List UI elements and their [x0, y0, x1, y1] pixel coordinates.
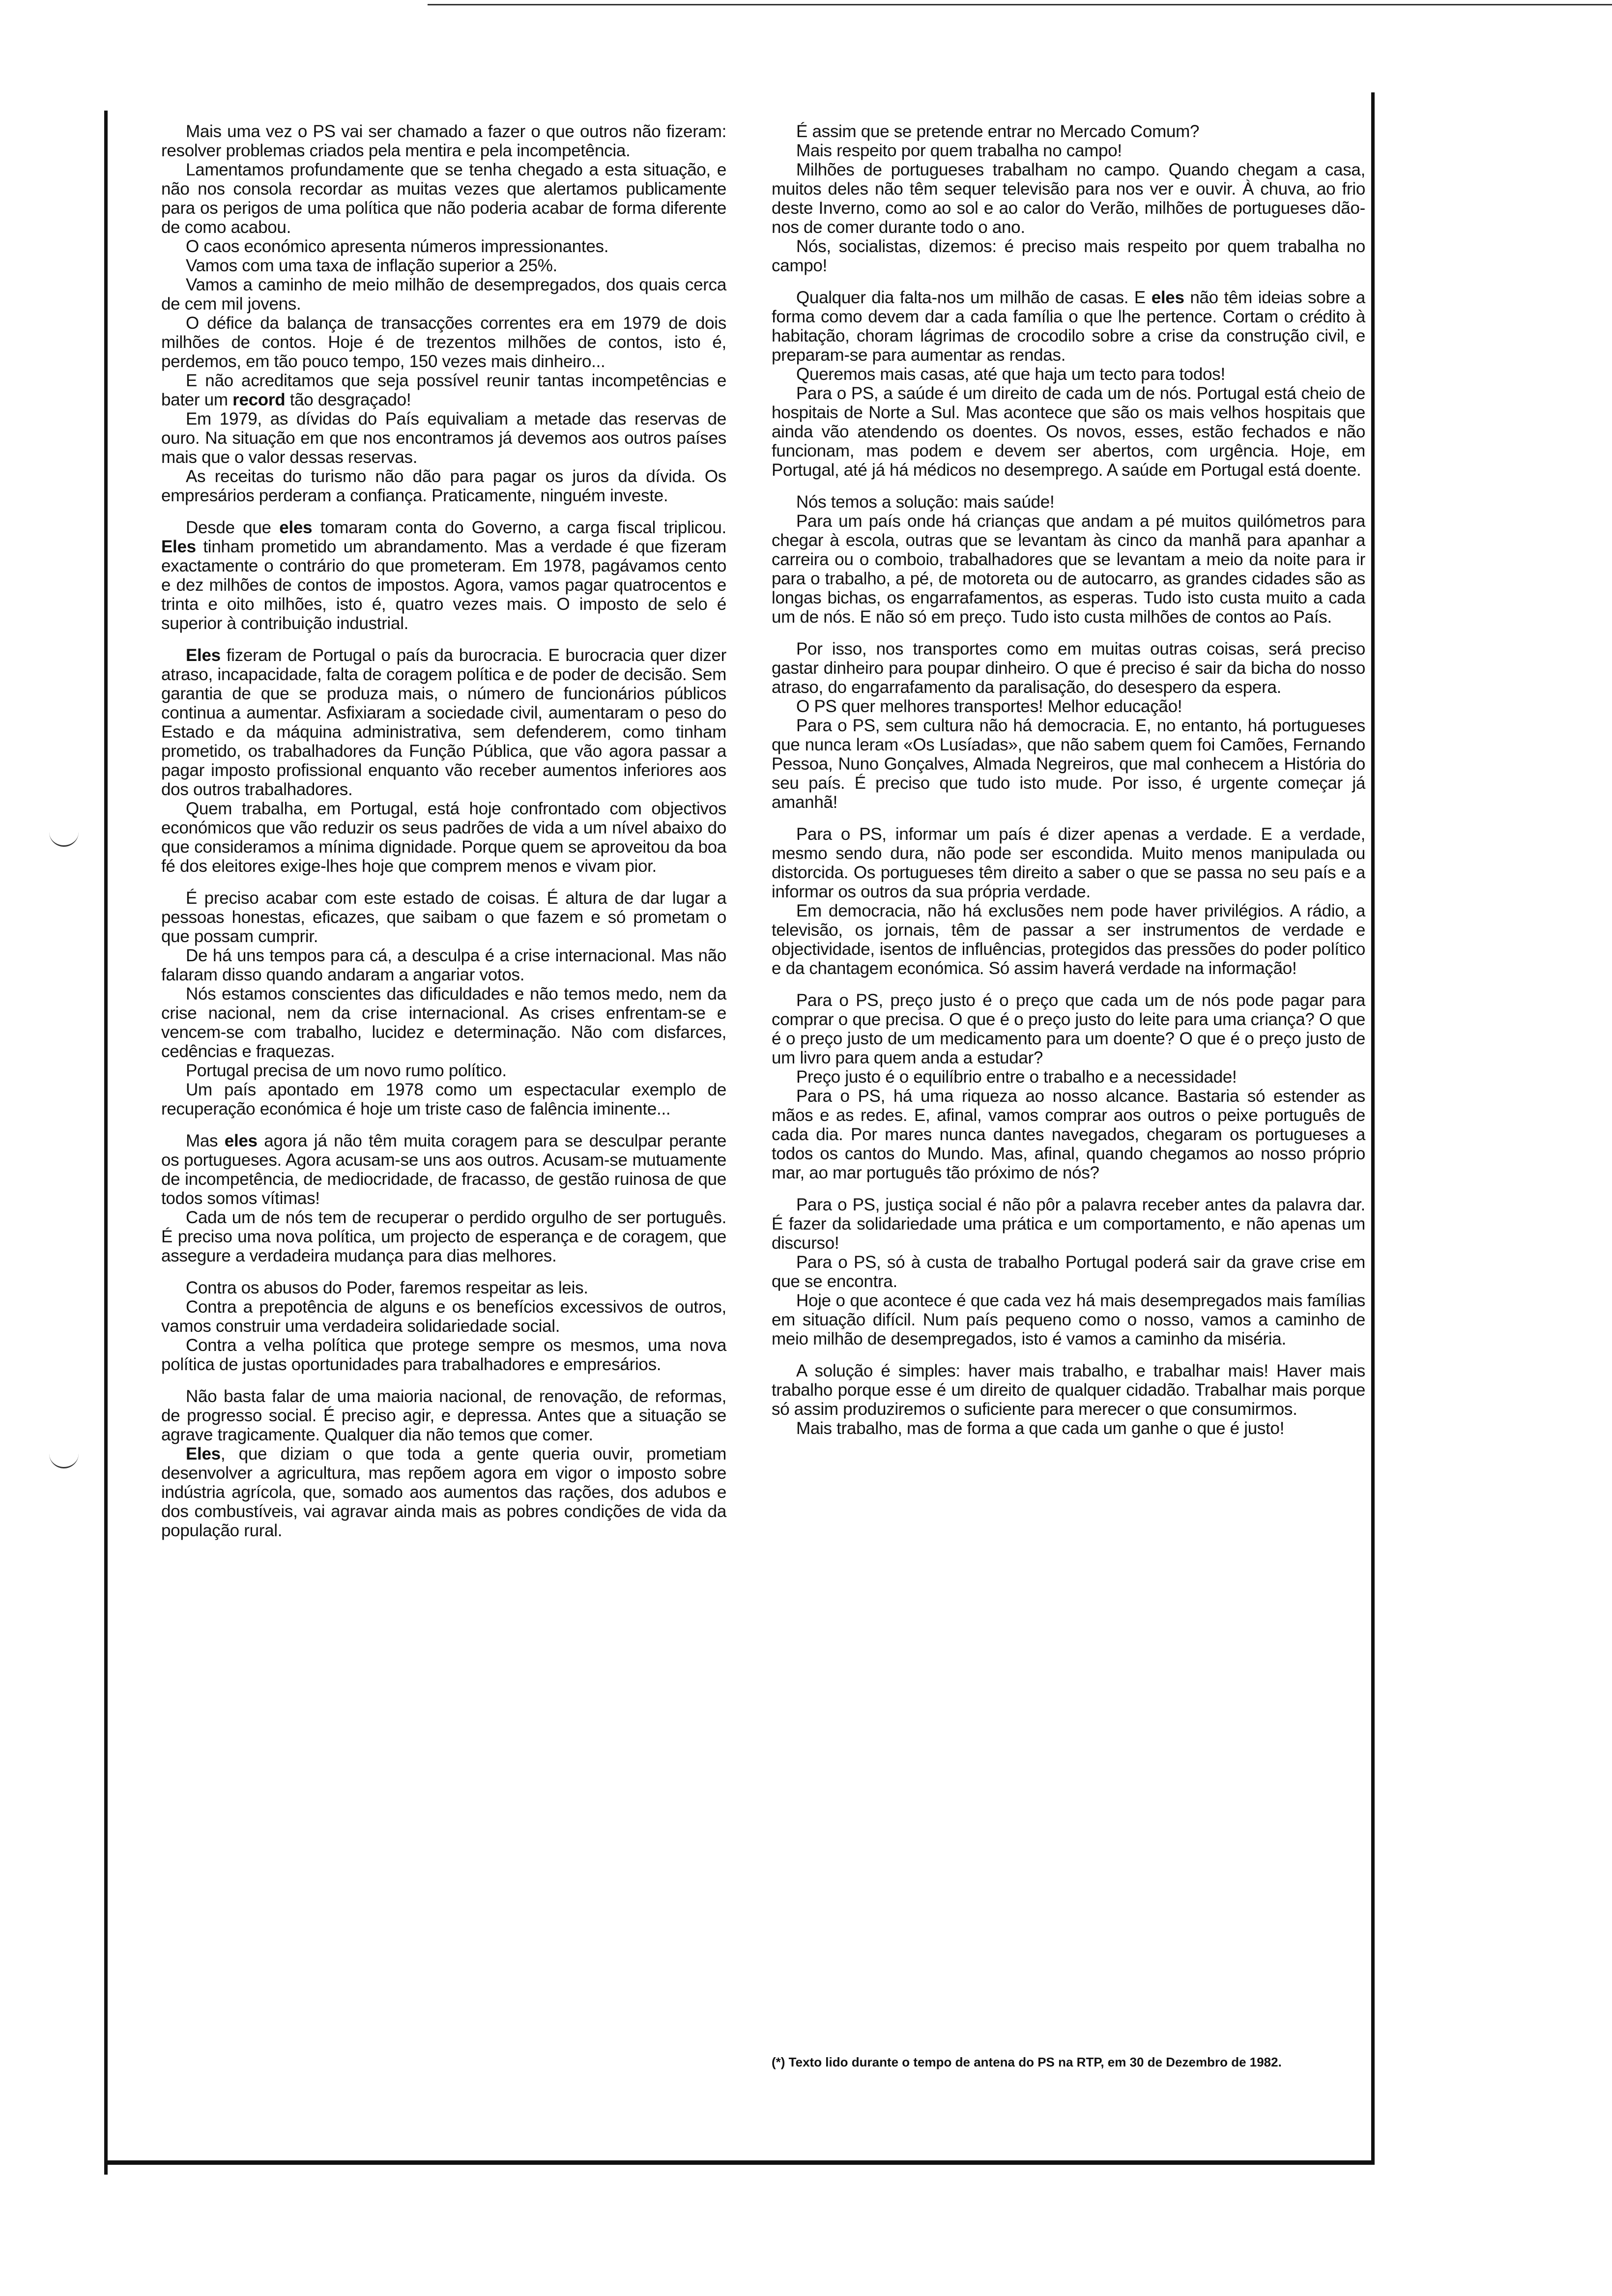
paragraph — [161, 1444, 726, 1540]
paragraph — [772, 1067, 1365, 1087]
paragraph — [161, 1336, 726, 1374]
paragraph — [161, 1297, 726, 1336]
paragraph — [161, 1278, 726, 1297]
paragraph-text: Hoje o que acontece é que cada vez há mais desempregados mais famílias em situação difícil. Num país pequeno como o nosso, vamos a caminho de meio milhão de desempregados, isto é vamos a caminho da miséria. — [772, 1291, 1365, 1349]
footnote: (*) Texto lido durante o tempo de antena do PS na RTP, em 30 de Dezembro de 1982. — [772, 2055, 1282, 2069]
paragraph-text: Nós, socialistas, dizemos: é preciso mais respeito por quem trabalha no campo! — [772, 237, 1365, 275]
paragraph — [772, 237, 1365, 275]
paragraph — [161, 1061, 726, 1080]
paragraph-text: Um país apontado em 1978 como um espectacular exemplo de recuperação económica é hoje um triste caso de falência iminente... — [161, 1080, 726, 1119]
paragraph — [772, 160, 1365, 237]
paragraph — [161, 160, 726, 237]
paragraph-text: As receitas do turismo não dão para pagar os juros da dívida. Os empresários perderam a confiança. Praticamente, ninguém investe. — [161, 467, 726, 505]
paragraph-text: Cada um de nós tem de recuperar o perdido orgulho de ser português. É preciso uma nova política, um projecto de esperança e de coragem, que assegure a verdadeira mudança para dias melhores. — [161, 1208, 726, 1265]
paragraph — [161, 1131, 726, 1208]
right-column — [772, 122, 1365, 1438]
paragraph — [772, 288, 1365, 365]
paragraph — [161, 237, 726, 256]
paragraph — [772, 1195, 1365, 1253]
paragraph-text: Contra a prepotência de alguns e os benefícios excessivos de outros, vamos construir uma verdadeira solidariedade social. — [161, 1297, 726, 1336]
paragraph-text: Mais trabalho, mas de forma a que cada um ganhe o que é justo! — [796, 1419, 1285, 1438]
paragraph — [161, 518, 726, 633]
emphasized-word: eles — [224, 1131, 258, 1150]
paragraph — [161, 646, 726, 799]
paragraph — [161, 799, 726, 876]
paragraph-text: Vamos com uma taxa de inflação superior a 25%. — [186, 256, 557, 275]
binding-hole-mark — [49, 1452, 79, 1468]
paragraph — [772, 1361, 1365, 1419]
paragraph-text: É preciso acabar com este estado de coisas. É altura de dar lugar a pessoas honestas, eficazes, que saibam o que fazem e só prometam o que possam cumprir. — [161, 889, 726, 946]
paragraph-text: não têm ideias sobre a forma como devem dar a cada família o que lhe pertence. Cortam o crédito à habitação, choram lágrimas de crocodilo sobre a crise da construção civil, e preparam-se para aumentar as rendas. — [772, 288, 1365, 365]
paragraph-text: Preço justo é o equilíbrio entre o trabalho e a necessidade! — [796, 1067, 1237, 1087]
emphasized-word: Eles — [186, 646, 221, 665]
paragraph-text: Por isso, nos transportes como em muitas outras coisas, será preciso gastar dinheiro para poupar dinheiro. O que é preciso é sair da bicha do nosso atraso, do engarrafamento da paralisação, do desespero da espera. — [772, 639, 1365, 697]
paragraph — [772, 1419, 1365, 1438]
paragraph — [161, 256, 726, 275]
emphasized-word: eles — [1151, 288, 1184, 307]
paragraph-text: tão desgraçado! — [285, 390, 411, 409]
paragraph — [772, 141, 1365, 160]
paragraph-text: Portugal precisa de um novo rumo político. — [186, 1061, 507, 1080]
paragraph-text: E não acreditamos que seja possível reunir tantas incompetências e bater um — [161, 371, 726, 409]
paragraph-text: Nós temos a solução: mais saúde! — [796, 492, 1055, 512]
binding-hole-mark — [49, 831, 79, 847]
paragraph-text: Em 1979, as dívidas do País equivaliam a metade das reservas de ouro. Na situação em que nos encontramos já devemos aos outros países mais que o valor dessas reservas. — [161, 409, 726, 467]
paragraph — [161, 467, 726, 505]
paragraph — [772, 991, 1365, 1067]
paragraph — [772, 1291, 1365, 1349]
paragraph-text: Qualquer dia falta-nos um milhão de casas. E — [796, 288, 1151, 307]
paragraph-text: Para o PS, sem cultura não há democracia. E, no entanto, há portugueses que nunca leram «Os Lusíadas», que não sabem quem foi Camões, Fernando Pessoa, Nuno Gonçalves, Almada Negreiros, que mal conhecem a História do seu país. É preciso que tudo isto mude. Por isso, é urgente começar já amanhã! — [772, 716, 1365, 812]
paragraph — [161, 1080, 726, 1119]
paragraph-text: Não basta falar de uma maioria nacional, de renovação, de reformas, de progresso social. É preciso agir, e depressa. Antes que a situação se agrave tragicamente. Qualquer dia não temos que comer. — [161, 1387, 726, 1444]
paragraph — [161, 946, 726, 984]
paragraph-text: Em democracia, não há exclusões nem pode haver privilégios. A rádio, a televisão, os jornais, têm de passar a ser instrumentos de verdade e objectividade, isentos de influências, protegidos das pressões do poder político e da chantagem económica. Só assim haverá verdade na informação! — [772, 901, 1365, 978]
paragraph-text: Vamos a caminho de meio milhão de desempregados, dos quais cerca de cem mil jovens. — [161, 275, 726, 314]
paragraph — [772, 122, 1365, 141]
paragraph — [161, 1387, 726, 1444]
paragraph-text: O caos económico apresenta números impressionantes. — [186, 237, 609, 256]
paragraph — [772, 825, 1365, 901]
paragraph-text: Nós estamos conscientes das dificuldades e não temos medo, nem da crise nacional, nem da crise internacional. As crises enfrentam-se e vencem-se com trabalho, lucidez e determinação. Não com disfarces, cedências e fraquezas. — [161, 984, 726, 1061]
emphasized-word: Eles — [161, 537, 196, 556]
paragraph-text: Para um país onde há crianças que andam a pé muitos quilómetros para chegar à escola, outras que se levantam às cinco da manhã para apanhar a carreira ou o comboio, trabalhadores que se levantam a meio da noite para ir para o trabalho, a pé, de motoreta ou de autocarro, as grandes cidades são as longas bichas, os engarrafamentos, as esperas. Tudo isto custa muito a cada um de nós. E não só em preço. Tudo isto custa milhões de contos ao País. — [772, 512, 1365, 627]
paragraph — [772, 716, 1365, 812]
paragraph-text: Para o PS, justiça social é não pôr a palavra receber antes da palavra dar. É fazer da solidariedade uma prática e um comportamento, e não apenas um discurso! — [772, 1195, 1365, 1253]
paragraph — [772, 365, 1365, 384]
emphasized-word: Eles — [186, 1444, 221, 1464]
paragraph-text: Mais respeito por quem trabalha no campo! — [796, 141, 1122, 160]
paragraph — [772, 639, 1365, 697]
paragraph-text: tinham prometido um abrandamento. Mas a verdade é que fizeram exactamente o contrário do que prometeram. Em 1978, pagávamos cento e dez milhões de contos de impostos. Agora, vamos pagar quatrocentos e trinta e oito milhões, isto é, quatro vezes mais. O imposto de selo é superior à contribuição industrial. — [161, 537, 726, 633]
paragraph-text: Para o PS, informar um país é dizer apenas a verdade. E a verdade, mesmo sendo dura, não pode ser escondida. Muito menos manipulada ou distorcida. Os portugueses têm direito a saber o que se passa no seu país e a informar os outros da sua própria verdade. — [772, 825, 1365, 901]
paragraph — [161, 409, 726, 467]
paragraph-text: Para o PS, a saúde é um direito de cada um de nós. Portugal está cheio de hospitais de Norte a Sul. Mas acontece que são os mais velhos hospitais que ainda vão atendendo os doentes. Os novos, esses, estão fechados e não funcionam, mas podem e devem ser abertos, com urgência. Hoje, em Portugal, até já há médicos no desemprego. A saúde em Portugal está doente. — [772, 384, 1365, 480]
paragraph — [161, 889, 726, 946]
paragraph-text: Contra os abusos do Poder, faremos respeitar as leis. — [186, 1278, 588, 1297]
emphasized-word: eles — [279, 518, 313, 537]
paragraph-text: O défice da balança de transacções correntes era em 1979 de dois milhões de contos. Hoje é de trezentos milhões de contos, isto é, perdemos, em tão pouco tempo, 150 vezes mais dinheiro... — [161, 314, 726, 371]
paragraph-text: A solução é simples: haver mais trabalho, e trabalhar mais! Haver mais trabalho porque esse é um direito de qualquer cidadão. Trabalhar mais porque só assim produziremos o suficiente para merecer o que consumirmos. — [772, 1361, 1365, 1419]
paragraph-text: É assim que se pretende entrar no Mercado Comum? — [796, 122, 1200, 141]
frame-right-border — [1371, 92, 1375, 2164]
paragraph — [161, 371, 726, 409]
paragraph-text: Contra a velha política que protege sempre os mesmos, uma nova política de justas oportunidades para trabalhadores e empresários. — [161, 1336, 726, 1374]
paragraph-text: Quem trabalha, em Portugal, está hoje confrontado com objectivos económicos que vão reduzir os seus padrões de vida a um nível abaixo do que consideramos a mínima dignidade. Porque quem se aproveitou da boa fé dos eleitores exige-lhes hoje que comprem menos e vivam pior. — [161, 799, 726, 876]
paragraph-text: Lamentamos profundamente que se tenha chegado a esta situação, e não nos consola recordar as muitas vezes que alertamos publicamente para os perigos de uma política que não poderia acabar de forma diferente de como acabou. — [161, 160, 726, 237]
paragraph-text: O PS quer melhores transportes! Melhor educação! — [796, 697, 1182, 716]
paragraph-text: tomaram conta do Governo, a carga fiscal triplicou. — [312, 518, 726, 537]
top-rule — [428, 4, 1612, 5]
frame-bottom-border — [104, 2160, 1375, 2165]
paragraph-text: Queremos mais casas, até que haja um tecto para todos! — [796, 365, 1225, 384]
paragraph-text: Mais uma vez o PS vai ser chamado a fazer o que outros não fizeram: resolver problemas criados pela mentira e pela incompetência. — [161, 122, 726, 160]
frame-left-border — [104, 111, 108, 2175]
paragraph — [161, 984, 726, 1061]
paragraph-text: Milhões de portugueses trabalham no campo. Quando chegam a casa, muitos deles não têm sequer televisão para nos ver e ouvir. À chuva, ao frio deste Inverno, como ao sol e ao calor do Verão, milhões de portugueses dão-nos de comer durante todo o ano. — [772, 160, 1365, 237]
paragraph — [772, 697, 1365, 716]
paragraph — [772, 901, 1365, 978]
emphasized-word: record — [232, 390, 286, 409]
paragraph — [772, 512, 1365, 627]
paragraph-text: agora já não têm muita coragem para se desculpar perante os portugueses. Agora acusam-se uns aos outros. Acusam-se mutuamente de incompetência, de mediocridade, de fracasso, de gestão ruinosa de que todos somos vítimas! — [161, 1131, 726, 1208]
paragraph — [772, 492, 1365, 512]
paragraph-text: Mas — [186, 1131, 225, 1150]
paragraph-text: Para o PS, há uma riqueza ao nosso alcance. Bastaria só estender as mãos e as redes. E, afinal, vamos comprar aos outros o peixe português de cada dia. Por mares nunca dantes navegados, chegaram os portugueses a todos os cantos do Mundo. Mas, afinal, quando chegamos ao nosso próprio mar, ao mar português tão próximo de nós? — [772, 1087, 1365, 1182]
paragraph-text: Para o PS, só à custa de trabalho Portugal poderá sair da grave crise em que se encontra. — [772, 1253, 1365, 1291]
paragraph — [772, 384, 1365, 480]
paragraph — [161, 314, 726, 371]
paragraph — [161, 122, 726, 160]
paragraph — [161, 275, 726, 314]
paragraph-text: fizeram de Portugal o país da burocracia. E burocracia quer dizer atraso, incapacidade, falta de coragem política e de poder de decisão. Sem garantia de que se produza mais, o número de funcionários públicos continua a aumentar. Asfixiaram a sociedade civil, aumentaram o peso do Estado e da máquina administrativa, sem defenderem, como tinham prometido, os trabalhadores da Função Pública, que vão agora passar a pagar imposto profissional enquanto vão receber aumentos inferiores aos dos outros trabalhadores. — [161, 646, 726, 799]
paragraph-text: Para o PS, preço justo é o preço que cada um de nós pode pagar para comprar o que precisa. O que é o preço justo do leite para uma criança? O que é o preço justo de um medicamento para um doente? O que é o preço justo de um livro para quem anda a estudar? — [772, 991, 1365, 1067]
paragraph-text: De há uns tempos para cá, a desculpa é a crise internacional. Mas não falaram disso quando andaram a angariar votos. — [161, 946, 726, 984]
paragraph — [161, 1208, 726, 1265]
paragraph — [772, 1087, 1365, 1182]
left-column — [161, 122, 726, 1540]
paragraph-text: Desde que — [186, 518, 280, 537]
paragraph — [772, 1253, 1365, 1291]
paragraph-text: , que diziam o que toda a gente queria ouvir, prometiam desenvolver a agricultura, mas repõem agora em vigor o imposto sobre indústria agrícola, que, somado aos aumentos das rações, dos adubos e dos combustíveis, vai agravar ainda mais as pobres condições de vida da população rural. — [161, 1444, 726, 1540]
